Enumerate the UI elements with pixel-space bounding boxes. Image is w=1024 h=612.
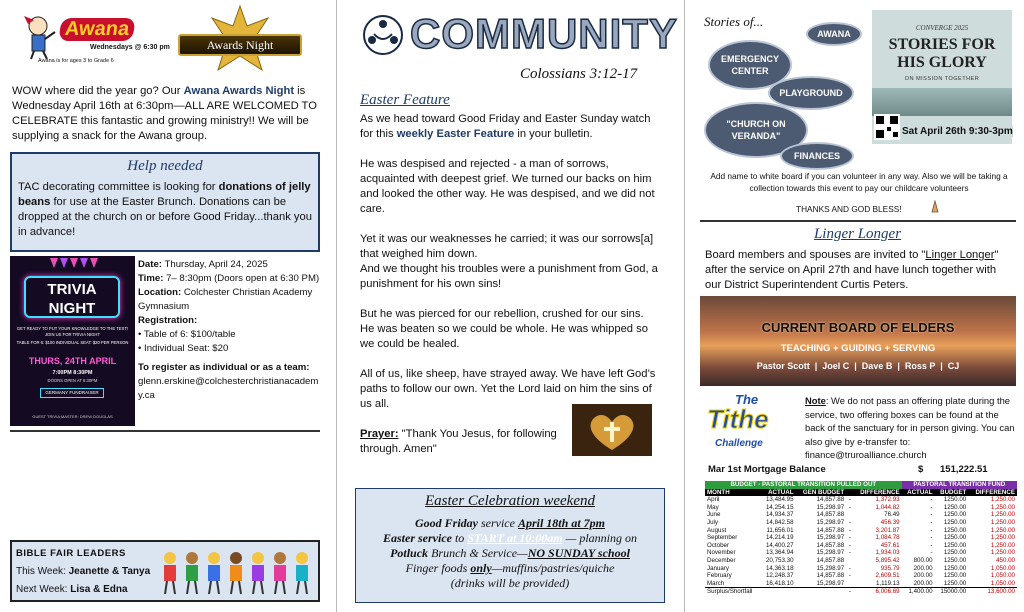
finger-foods: Finger foods [405, 561, 471, 575]
community-circle-icon [362, 14, 404, 56]
awana-ages: Awana is for ages 3 to Grade 6 [38, 58, 114, 64]
mortgage-label: Mar 1st Mortgage Balance [708, 464, 826, 475]
budget-rows [705, 496, 1017, 596]
tithe-challenge-logo [703, 392, 798, 458]
trivia-location-line [138, 286, 320, 314]
feature-paragraph-4: All of us, like sheep, have strayed away. We have left God’s paths to follow our own. Yet the Lord laid on him the sins of us all. [360, 368, 656, 410]
budget-cell: 1,250.00 [990, 496, 1015, 504]
trivia-reg-table: • Table of 6: $100/table [138, 329, 236, 340]
mortgage-balance [708, 464, 1008, 475]
only-word: only [470, 561, 492, 575]
trivia-doors: DOORS OPEN AT 6:30PM [47, 378, 98, 383]
stories-note: Add name to white board if you can volunteer in any way. Also we will be taking a collection towards this event to pay our childcare volunteers [710, 171, 1008, 193]
linger-text-b: " after the service on April 27th and have lunch together with our District Superintendent Curtis Peters. [705, 249, 999, 291]
feature-intro-rest: in your bulletin. [514, 128, 593, 140]
food-list: —muffins/pastries/quiche [491, 561, 615, 575]
budget-cell: 76.49 [884, 511, 900, 519]
mortgage-value: 151,222.51 [940, 464, 988, 475]
budget-cell: 200.00 [913, 564, 933, 572]
feature-prayer [360, 427, 560, 457]
budget-cell: 14,214.19 [765, 534, 794, 542]
budget-row [705, 580, 1017, 588]
next-week-label: Next Week: [16, 584, 68, 595]
budget-cell: - [848, 549, 851, 557]
budget-cell: 1250.00 [943, 556, 967, 564]
budget-cell: 16,418.10 [765, 579, 794, 587]
budget-cell: 14,842.58 [765, 518, 794, 526]
budget-cell: 13,364.94 [765, 549, 794, 557]
cloud-finances: FINANCES [780, 142, 854, 170]
community-title: COMMUNITY [410, 10, 678, 57]
praying-hands-icon [928, 200, 942, 214]
service-word: service [477, 516, 518, 530]
budget-cell: 935.79 [880, 564, 900, 572]
budget-column-header: DIFFERENCE [860, 488, 900, 496]
trivia-night-poster [10, 256, 135, 426]
budget-cell: 1,050.00 [990, 564, 1015, 572]
linger-text-link: Linger Longer [925, 249, 995, 261]
budget-row [705, 504, 1017, 512]
budget-cell: 1,119.13 [875, 579, 900, 587]
budget-column-header [846, 489, 853, 497]
budget-cell: 1250.00 [943, 526, 967, 534]
good-friday: Good Friday [414, 516, 478, 530]
date-value: Thursday, April 24, 2025 [162, 259, 268, 270]
budget-cell: 1,400.00 [908, 588, 933, 596]
awana-time: Wednesdays @ 6:30 pm [90, 44, 170, 51]
budget-cell: 6,006.69 [875, 588, 900, 596]
left-divider [10, 430, 320, 432]
budget-cell: 15,298.97 [816, 503, 845, 511]
elders-names: Pastor Scott | Joel C | Dave B | Ross P | CJ [756, 361, 960, 371]
budget-cell: January [707, 564, 730, 572]
this-week-names: Jeanette & Tanya [68, 566, 151, 577]
budget-cell: - [848, 572, 851, 580]
budget-cell: - [930, 526, 933, 534]
intro-part: WOW where did the year go? Our [12, 85, 184, 97]
budget-cell: 2,609.51 [875, 572, 900, 580]
note-label: Note [805, 395, 826, 406]
help-part: TAC decorating committee is looking for [18, 181, 219, 193]
budget-cell: 1250.00 [943, 549, 967, 557]
trivia-registration-label [138, 314, 320, 328]
intro-bold: Awana Awards Night [183, 85, 295, 97]
this-week-label: This Week: [16, 566, 66, 577]
budget-row [705, 557, 1017, 565]
budget-cell: - [848, 588, 851, 596]
budget-cell: 1,934.03 [875, 549, 900, 557]
budget-row [705, 549, 1017, 557]
cloud-church-veranda: "CHURCH ON VERANDA" [704, 102, 808, 158]
budget-cell: - [848, 526, 851, 534]
trivia-time-line [138, 272, 320, 286]
budget-cell: 1,084.78 [875, 534, 900, 542]
budget-cell: 15,298.97 [816, 549, 845, 557]
budget-cell: 1,250.00 [990, 549, 1015, 557]
budget-cell: 1,250.00 [990, 534, 1015, 542]
harbour-scene [872, 88, 1012, 116]
awana-logo-text: Awana [58, 18, 135, 41]
budget-cell: - [930, 503, 933, 511]
budget-cell: 1250.00 [943, 579, 967, 587]
budget-cell: September [707, 534, 738, 542]
registration-label: Registration: [138, 315, 198, 326]
budget-cell: 450.00 [996, 556, 1015, 564]
budget-cell: - [848, 518, 851, 526]
trivia-tagline: GET READY TO PUT YOUR KNOWLEDGE TO THE TEST! JOIN US FOR TRIVIA NIGHT [16, 326, 129, 337]
celebration-line-5: (drinks will be provided) [450, 576, 570, 590]
intro-rest: is Wednesday April 16th at 6:30pm—ALL ARE WELCOMED TO CELEBRATE this fantastic and growing ministry!! We will be supplying a snack for the Awana group. [12, 85, 317, 142]
budget-cell: 15,298.97 [816, 518, 845, 526]
budget-cell: 13,600.00 [987, 588, 1015, 596]
budget-cell: May [707, 503, 719, 511]
budget-cell: - [930, 518, 933, 526]
easter-service: Easter service [382, 531, 452, 545]
budget-cell: April [707, 496, 720, 504]
qr-code-icon [874, 114, 900, 140]
budget-column-header: GEN BUDGET [802, 488, 845, 496]
budget-row [705, 565, 1017, 573]
budget-row [705, 534, 1017, 542]
celebration-line-4 [356, 561, 664, 576]
budget-cell: 1,050.00 [990, 579, 1015, 587]
location-label: Location: [138, 287, 182, 298]
converge-sub: ON MISSION TOGETHER [904, 76, 980, 82]
celebration-line-2 [356, 531, 664, 546]
budget-cell: - [930, 496, 933, 504]
budget-row [705, 511, 1017, 519]
easter-start-time: START at 10:00am [467, 531, 563, 545]
board-of-elders-banner [700, 296, 1016, 386]
budget-cell: - [848, 503, 851, 511]
thanks-line: THANKS AND GOD BLESS! [796, 204, 902, 214]
cloud-emergency-center: EMERGENCY CENTER [708, 40, 792, 90]
budget-cell: - [930, 534, 933, 542]
feature-intro [360, 112, 660, 142]
converge-poster [872, 10, 1012, 144]
budget-row [705, 588, 1017, 596]
offering-note [805, 394, 1017, 462]
budget-cell: 1,250.00 [990, 541, 1015, 549]
budget-cell: - [848, 564, 851, 572]
budget-cell: August [707, 526, 727, 534]
budget-cell: 800.00 [913, 556, 933, 564]
register-bold: To register as individual or as a team: [138, 362, 310, 373]
feature-paragraph-1: He was despised and rejected - a man of sorrows, acquainted with deepest grief. We turned our backs on him and looked the other way. He was despised, and we did not care. [360, 158, 655, 215]
budget-cell: 1250.00 [943, 511, 967, 519]
budget-row [705, 496, 1017, 504]
budget-column-header: ACTUAL [768, 488, 794, 496]
potluck-word: Potluck [390, 546, 429, 560]
budget-row [705, 572, 1017, 580]
budget-cell: 1,050.00 [990, 572, 1015, 580]
budget-cell: - [848, 541, 851, 549]
time-label: Time: [138, 273, 164, 284]
feature-intro-bold: weekly Easter Feature [396, 128, 515, 140]
help-needed-box [10, 152, 320, 252]
budget-column-header: MONTH [707, 488, 730, 496]
celebration-line-3 [356, 546, 664, 561]
budget-cell [846, 511, 853, 519]
feature-paragraph-2b: And we thought his troubles were a punishment from God, a punishment for his own sins! [360, 263, 658, 290]
budget-cell: 456.39 [880, 518, 900, 526]
budget-cell: - [930, 549, 933, 557]
bunting-icon [50, 258, 100, 270]
trivia-title-frame [24, 276, 120, 318]
budget-cell: 1250.00 [943, 572, 967, 580]
right-divider [700, 220, 1016, 222]
feature-paragraph-2: Yet it was our weaknesses he carried; it was our sorrows[a] that weighed him down. [360, 233, 654, 260]
no-sunday-school: NO SUNDAY school [527, 546, 630, 560]
trivia-time: 7:00PM 8:30PM [52, 370, 93, 376]
budget-cell: 14,857.88 [816, 556, 845, 564]
budget-cell: June [707, 511, 721, 519]
linger-text-a: Board members and spouses are invited to " [705, 249, 926, 261]
budget-cell: - [848, 534, 851, 542]
linger-longer-title: Linger Longer [813, 226, 902, 242]
budget-cell: 5,895.42 [875, 556, 900, 564]
budget-cell: 1250.00 [943, 518, 967, 526]
budget-cell: - [930, 541, 933, 549]
trivia-guest: GUEST TRIVIA MASTER: DREW DOUGLAS [32, 414, 113, 419]
celebration-details [356, 516, 664, 591]
budget-cell: 15,298.97 [816, 534, 845, 542]
note-text: : We do not pass an offering plate during the service, two offering boxes can be found at the back of the sanctuary for in person giving. You can also give by e-transfer to: finance@truroalliance.church [805, 395, 1015, 460]
awana-mascot-icon [22, 14, 58, 60]
budget-cell [846, 580, 853, 588]
feature-paragraph-3: But he was pierced for our rebellion, crushed for our sins. He was beaten so we could be whole. He was whipped so we could be healed. [360, 308, 648, 350]
linger-longer-text [705, 248, 1015, 293]
budget-cell: 3,201.87 [875, 526, 900, 534]
budget-cell: 14,254.15 [765, 503, 794, 511]
prayer-label: Prayer: [360, 428, 399, 440]
budget-cell: 1250.00 [943, 496, 967, 504]
community-header [360, 8, 678, 88]
location-value: Colchester Christian Academy Gymnasium [138, 287, 313, 312]
converge-tag: CONVERGE 2025 [915, 24, 969, 32]
budget-cell: 200.00 [913, 579, 933, 587]
budget-cell: Surplus/Shortfall [707, 588, 753, 596]
planning-on: — planning on [562, 531, 637, 545]
budget-cell: December [707, 556, 736, 564]
budget-cell [760, 588, 795, 596]
budget-cell: October [707, 541, 730, 549]
budget-cell: 457.61 [880, 541, 900, 549]
good-friday-time: April 18th at 7pm [517, 516, 605, 530]
converge-title: STORIES FOR HIS GLORY [888, 36, 996, 71]
budget-cell: 14,857.88 [816, 541, 845, 549]
date-label: Date: [138, 259, 162, 270]
help-rest: for use at the Easter Brunch. Donations can be dropped at the church on or before Good Friday...thank you in advance! [18, 196, 312, 238]
budget-cell: 1,250.00 [990, 518, 1015, 526]
stories-heading: Stories of... [704, 14, 764, 29]
bible-fair-next-week [16, 584, 128, 595]
awards-night-label: Awards Night [178, 34, 302, 56]
trivia-details [138, 258, 320, 403]
scripture-reference: Colossians 3:12-17 [520, 66, 638, 82]
help-needed-text [18, 180, 314, 240]
help-bold: donations of jelly beans [18, 181, 311, 208]
prayer-text: "Thank You Jesus, for following through. Amen" [360, 428, 557, 455]
budget-cell: 1250.00 [943, 541, 967, 549]
budget-column-header: DIFFERENCE [975, 488, 1015, 496]
bible-fair-this-week [16, 566, 150, 577]
time-value: 7– 8:30pm (Doors open at 6:30 PM) [163, 273, 320, 284]
budget-column-headers [705, 489, 1017, 497]
budget-row [705, 542, 1017, 550]
budget-cell: 1,250.00 [990, 503, 1015, 511]
budget-row [705, 527, 1017, 535]
cloud-playground: PLAYGROUND [768, 76, 854, 110]
budget-cell: 14,857.88 [816, 511, 845, 519]
budget-cell [796, 588, 847, 596]
help-needed-title: Help needed [127, 158, 203, 174]
budget-cell: 14,934.37 [765, 511, 794, 519]
budget-cell: November [707, 549, 736, 557]
budget-cell: 1,372.93 [875, 496, 900, 504]
tithe-logo-word: Tithe [707, 404, 769, 434]
bible-fair-title: BIBLE FAIR LEADERS [16, 548, 126, 559]
budget-cell: - [848, 496, 851, 504]
celebration-line-1 [356, 516, 664, 531]
trivia-register-heading [138, 361, 320, 375]
trivia-date-line [138, 258, 320, 272]
heart-cross-image [572, 404, 652, 456]
children-figures-icon [160, 548, 316, 596]
budget-cell: 14,857.88 [816, 572, 845, 580]
budget-cell: 15000.00 [940, 588, 967, 596]
budget-cell: 1250.00 [943, 534, 967, 542]
elders-title: CURRENT BOARD OF ELDERS [761, 320, 955, 335]
awana-intro-text [12, 84, 317, 144]
next-week-names: Lisa & Edna [70, 584, 128, 595]
tithe-logo-the: The [735, 392, 759, 407]
celebration-title: Easter Celebration weekend [425, 493, 595, 509]
budget-cell: 15,298.97 [816, 579, 845, 587]
budget-cell: 1,044.82 [875, 503, 900, 511]
tithe-logo-sub: Challenge [715, 438, 763, 449]
budget-column-header: BUDGET [940, 488, 967, 496]
budget-cell: 12,248.37 [765, 572, 794, 580]
easter-feature-title: Easter Feature [360, 92, 450, 108]
budget-header-left: BUDGET - PASTORAL TRANSITION PULLED OUT [705, 481, 902, 489]
awana-logo [18, 8, 168, 66]
budget-column-header: ACTUAL [907, 488, 933, 496]
cloud-awana: AWANA [806, 22, 862, 46]
converge-date: Sat April 26th 9:30-3pm [902, 126, 1013, 137]
column-divider-right [684, 0, 685, 612]
budget-cell: 1250.00 [943, 564, 967, 572]
budget-cell: 20,753.30 [765, 556, 794, 564]
bible-fair-box [10, 540, 320, 602]
awards-night-badge [170, 4, 310, 76]
budget-cell: 14,363.18 [765, 564, 794, 572]
budget-cell: 1,250.00 [990, 526, 1015, 534]
budget-row [705, 519, 1017, 527]
budget-cell: 1250.00 [943, 503, 967, 511]
budget-cell: March [707, 579, 725, 587]
budget-cell: 15,298.97 [816, 564, 845, 572]
column-divider-left [336, 0, 337, 612]
mortgage-currency: $ [918, 464, 924, 475]
budget-cell: 200.00 [913, 572, 933, 580]
budget-cell: 14,857.88 [816, 496, 845, 504]
to-word: to [451, 531, 468, 545]
budget-cell: 13,484.95 [765, 496, 794, 504]
trivia-pricing: TABLE FOR 6: $100 INDIVIDUAL SEAT: $20 PER PERSON [16, 340, 129, 345]
budget-cell: 1,250.00 [990, 511, 1015, 519]
brunch-service: Brunch & Service— [428, 546, 528, 560]
trivia-title: TRIVIA NIGHT [47, 281, 97, 317]
budget-table [705, 481, 1017, 596]
stories-section [700, 6, 1016, 214]
trivia-reg-seat: • Individual Seat: $20 [138, 343, 229, 354]
trivia-register-email[interactable]: glenn.erskine@colchesterchristianacademy.ca [138, 376, 319, 401]
trivia-date: THURS, 24TH APRIL [28, 356, 117, 366]
budget-cell: 14,857.88 [816, 526, 845, 534]
budget-cell: July [707, 518, 719, 526]
trivia-fundraiser: GERMANY FUNDRAISER [40, 388, 104, 398]
budget-cell [846, 557, 853, 565]
budget-header-right: PASTORAL TRANSITION FUND [902, 481, 1017, 489]
easter-celebration-box [355, 488, 665, 603]
budget-cell: 14,400.27 [765, 541, 794, 549]
budget-cell: - [930, 511, 933, 519]
budget-cell: 11,656.01 [766, 526, 794, 534]
feature-intro-part: As we head toward Good Friday and Easter Sunday watch for this [360, 113, 651, 140]
budget-cell: February [707, 572, 732, 580]
elders-subtitle: TEACHING + GUIDING + SERVING [780, 343, 936, 354]
